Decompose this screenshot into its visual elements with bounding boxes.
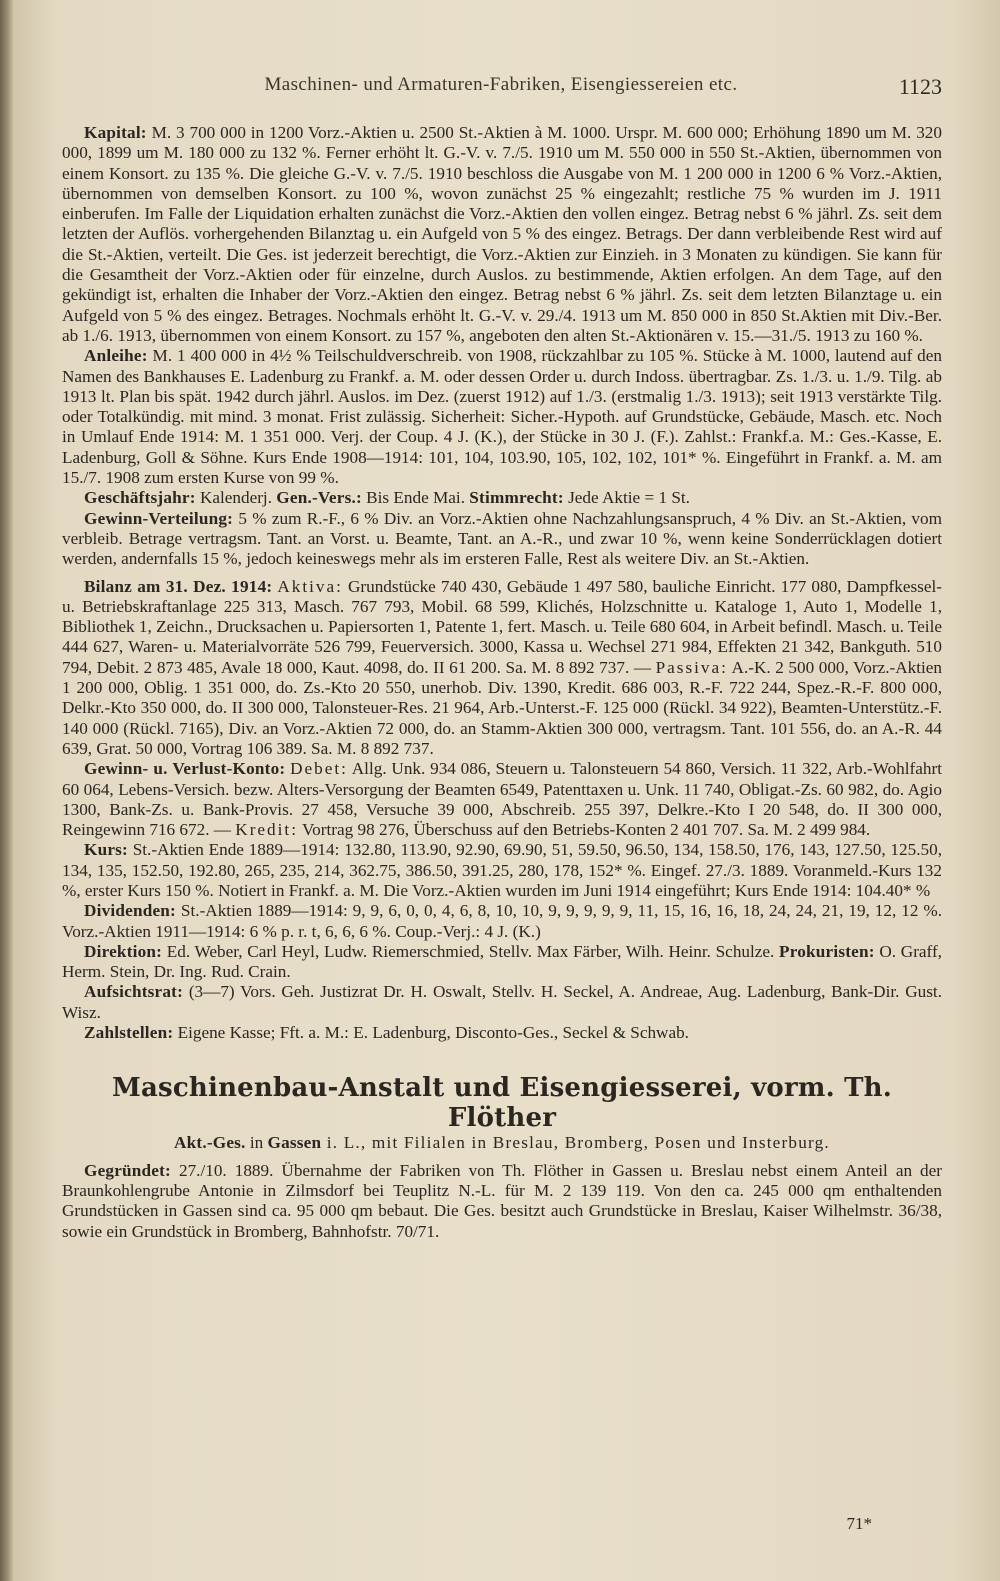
page-number: 1123 [898, 74, 942, 99]
label-zahlstellen: Zahlstellen: [84, 1023, 174, 1043]
label-gen-vers: Gen.-Vers.: [276, 488, 362, 508]
label-prokuristen: Prokuristen: [779, 941, 875, 961]
location-rest: i. L., mit Filialen in Breslau, Bromberg, Posen und Insterburg. [321, 1133, 830, 1153]
text-prokuristen: O. Graff, Herm. Stein, Dr. Ing. Rud. Crain. [62, 941, 942, 982]
paragraph-dividenden [62, 901, 942, 942]
book-spine-shadow [0, 0, 14, 1581]
document-body [62, 123, 942, 1242]
paragraph-anleihe [62, 346, 942, 488]
paragraph-zahlstellen [62, 1023, 942, 1043]
label-stimmrecht: Stimmrecht: [469, 488, 564, 508]
location-city: Gassen [267, 1133, 322, 1153]
text-kapital: M. 3 700 000 in 1200 Vorz.-Aktien u. 2500 St.-Aktien à M. 1000. Urspr. M. 600 000; Erhöhung 1890 um M. 320 000, 1899 um M. 180 000 zu 132 %. Ferner erhöht lt. G.-V. v. 7./5. 1910 um M. 550 000 in 550 St.-Aktien, übernommen von einem Konsort. zu 135 %. Die gleiche G.-V. v. 7./5. 1910 beschloss die Ausgabe von M. 1 200 000 in 1200 6 % Vorz.-Aktien, übernommen von demselben Konsort. zu 100 %, wovon zunächst 25 % eingezahlt; restliche 75 % wurden im J. 1911 einberufen. Im Falle der Liquidation erhalten zunächst die Vorz.-Aktien den vollen eingez. Betrag nebst 6 % jährl. Zs. seit dem letzten der Auflös. vorhergehenden Bilanztag u. ein Aufgeld von 5 % des eingez. Betrags. Der dann verbleibende Rest wird auf die St.-Aktien, verteilt. Die Ges. ist jederzeit berechtigt, die Vorz.-Aktien zur Einzieh. in 3 Monaten zu kündigen. Sie kann für die Gesamtheit der Vorz.-Aktien oder für einzelne, durch Auslos. zu bestimmende, Aktien erfolgen. An dem Tage, auf den gekündigt ist, erhalten die Inhaber der Vorz.-Aktien den eingez. Betrag nebst 6 % jährl. Zs. seit dem letzten Bilanztage u. ein Aufgeld von 5 % des eingez. Betrages. Nochmals erhöht lt. G.-V. v. 29./4. 1913 um M. 850 000 in 850 St.Aktien mit Div.-Ber. ab 1./6. 1913, übernommen von einem Konsort. zu 157 %, angeboten den alten St.-Aktionären v. 15.—31./5. 1913 zu 160 %. [62, 123, 942, 345]
label-dividenden: Dividenden: [84, 901, 176, 921]
label-gegruendet: Gegründet: [84, 1160, 171, 1180]
text-zahlstellen: Eigene Kasse; Fft. a. M.: E. Ladenburg, Disconto-Ges., Seckel & Schwab. [173, 1023, 689, 1043]
paragraph-bilanz [62, 577, 942, 760]
text-aktiva: Grundstücke 740 430, Gebäude 1 497 580, bauliche Einricht. 177 080, Dampfkessel- u. Betriebskraftanlage 225 313, Masch. 767 793, Mobil. 68 599, Klichés, Holzschnitte u. Kataloge 1, Auto 1, Modelle 1, Bibliothek 1, Zeichn., Drucksachen u. Papiersorten 1, Patente 1, fert. Masch. u. Teile 680 604, in Arbeit befindl. Masch. u. Teile 444 627, Waren- u. Materialvorräte 526 799, Feuerversich. 3000, Kassa u. Wechsel 271 984, Effekten 21 342, Bankguth. 510 794, Debit. 2 873 485, Avale 18 000, Kaut. 4098, do. II 61 200. Sa. M. 8 892 737. — [62, 576, 942, 677]
text-gewinn-verteilung: 5 % zum R.-F., 6 % Div. an Vorz.-Aktien ohne Nachzahlungsanspruch, 4 % Div. an St.-Aktien, vom verbleib. Betrage vertragsm. Tant. an Vorst. u. Beamte, Tant. an A.-R., und zwar 10 %, wenn keine Sonderrücklagen dotiert werden, andernfalls 15 %, jedoch keineswegs mehr als im ersteren Falle, Rest als weitere Div. an St.-Aktien. [62, 508, 942, 569]
text-kredit: Vortrag 98 276, Überschuss auf den Betriebs-Konten 2 401 707. Sa. M. 2 499 984. [297, 820, 871, 840]
label-anleihe: Anleihe: [84, 346, 148, 366]
label-aktiva: Aktiva: [277, 576, 343, 596]
section-heading: Maschinenbau-Anstalt und Eisengiesserei, vorm. Th. Flöther [112, 1073, 892, 1134]
label-direktion: Direktion: [84, 941, 163, 961]
label-aufsichtsrat: Aufsichtsrat: [84, 982, 184, 1002]
text-geschaeftsjahr: Kalenderj. [195, 488, 277, 508]
label-geschaeftsjahr: Geschäftsjahr: [84, 488, 196, 508]
section-subtitle [62, 1133, 942, 1154]
text-dividenden: St.-Aktien 1889—1914: 9, 9, 6, 0, 0, 4, 6, 8, 10, 10, 9, 9, 9, 9, 9, 11, 15, 16, 16, 18, 24, 24, 21, 19, 12, 12 %. Vorz.-Aktien 1911—1914: 6 % p. r. t, 6, 6, 6 %. Coup.-Verj.: 4 J. (K.) [62, 901, 942, 941]
text-anleihe: M. 1 400 000 in 4½ % Teilschuldverschreib. von 1908, rückzahlbar zu 105 %. Stücke à M. 1000, lautend auf den Namen des Bankhauses E. Ladenburg zu Frankf. a. M. oder dessen Order u. durch Indoss. übertragbar. Zs. 1./3. u. 1./9. Tilg. ab 1913 lt. Plan bis spät. 1942 durch jährl. Auslos. im Dez. (zuerst 1912) auf 1./3. (erstmalig 1./3. 1913); seit 1913 verstärkte Tilg. oder Totalkündig. mit mind. 3 monat. Frist zulässig. Sicherheit: Sicher.-Hypoth. auf Grundstücke, Gebäude, Masch. etc. Noch in Umlauf Ende 1914: M. 1 351 000. Verj. der Coup. 4 J. (K.), der Stücke in 30 J. (F.). Zahlst.: Frankf.a. M.: Ges.-Kasse, E. Ladenburg, Goll & Söhne. Kurs Ende 1908—1914: 101, 104, 103.90, 105, 102, 102, 101* %. Eingeführt in Frankf. a. M. am 15./7. 1908 zum ersten Kurse von 99 %. [62, 346, 942, 488]
paragraph-direktion [62, 942, 942, 983]
label-debet: Debet: [290, 759, 348, 779]
paragraph-geschaeftsjahr [62, 488, 942, 508]
paragraph-gewinn-verteilung [62, 509, 942, 570]
running-header [60, 74, 942, 104]
label-kredit: Kredit: [235, 820, 298, 840]
paragraph-gewinn-verlust [62, 759, 942, 840]
text-aufsichtsrat: (3—7) Vors. Geh. Justizrat Dr. H. Oswalt, Stellv. H. Seckel, A. Andreae, Aug. Ladenburg, Bank-Dir. Gust. Wisz. [62, 982, 942, 1022]
company-type: Akt.-Ges. [174, 1133, 246, 1153]
text-gegruendet: 27./10. 1889. Übernahme der Fabriken von Th. Flöther in Gassen u. Breslau nebst einem Anteil an der Braunkohlengrube Antonie in Zilmsdorf bei Teuplitz N.-L. für M. 2 139 119. Von den ca. 245 000 qm enthaltenden Grundstücken in Gassen sind ca. 95 000 qm bebaut. Die Ges. besitzt auch Grundstücke in Breslau, Kaiser Wilhelmstr. 36/38, sowie ein Grundstück in Bromberg, Bahnhofstr. 70/71. [62, 1160, 942, 1241]
paragraph-aufsichtsrat [62, 982, 942, 1023]
text-kurs: St.-Aktien Ende 1889—1914: 132.80, 113.90, 92.90, 69.90, 51, 59.50, 96.50, 134, 158.50, 176, 143, 127.50, 125.50, 134, 135, 152.50, 192.80, 265, 235, 214, 362.75, 386.50, 391.25, 280, 178, 152* %. Eingef. 27./3. 1889. Voranmeld.-Kurs 132 %, erster Kurs 150 %. Notiert in Frankf. a. M. Die Vorz.-Aktien wurden im Juni 1914 eingeführt; Kurs Ende 1914: 104.40* % [62, 840, 942, 900]
text-passiva: A.-K. 2 500 000, Vorz.-Aktien 1 200 000, Oblig. 1 351 000, do. Zs.-Kto 20 550, unerhob. Div. 1390, Kredit. 686 003, R.-F. 722 244, Spez.-R.-F. 800 000, Delkr.-Kto 350 000, do. II 300 000, Talonsteuer-Res. 21 964, Arb.-Unterst.-F. 125 000 (Rückl. 34 922), Beamten-Unterstütz.-F. 140 000 (Rückl. 7165), Div. an Vorz.-Aktien 72 000, do. an Stamm-Aktien 300 000, vertragsm. Tant. 101 556, do. an A.-R. 44 639, Grat. 50 000, Vortrag 106 389. Sa. M. 8 892 737. [62, 657, 942, 758]
header-title: Maschinen- und Armaturen-Fabriken, Eisengiessereien etc. [264, 74, 738, 95]
label-gewinn-verlust: Gewinn- u. Verlust-Konto: [84, 759, 286, 779]
paragraph-kurs [62, 840, 942, 901]
text-direktion: Ed. Weber, Carl Heyl, Ludw. Riemerschmied, Stellv. Max Färber, Wilh. Heinr. Schulze. [162, 941, 780, 961]
label-gewinn-verteilung: Gewinn-Verteilung: [84, 508, 234, 528]
location-prefix: in [245, 1133, 268, 1153]
label-bilanz: Bilanz am 31. Dez. 1914: [84, 576, 273, 596]
text-debet: Allg. Unk. 934 086, Steuern u. Talonsteuern 54 860, Versich. 11 322, Arb.-Wohlfahrt 60 064, Lebens-Versich. bezw. Alters-Versorgung der Beamten 6549, Patenttaxen u. Unk. 11 740, Obligat.-Zs. 60 982, do. Agio 1300, Bank-Zs. u. Bank-Provis. 27 458, Versuche 39 000, Abschreib. 255 397, Delkre.-Kto I 20 548, do. II 300 000, Reingewinn 716 672. — [62, 759, 942, 840]
label-passiva: Passiva: [655, 657, 728, 677]
paragraph-kapital [62, 123, 942, 346]
signature-mark: 71* [846, 1514, 872, 1533]
text-gen-vers: Bis Ende Mai. [361, 488, 470, 508]
text-stimmrecht: Jede Aktie = 1 St. [563, 488, 690, 508]
label-kapital: Kapital: [84, 123, 147, 142]
paragraph-gegruendet [62, 1161, 942, 1242]
label-kurs: Kurs: [84, 840, 128, 860]
